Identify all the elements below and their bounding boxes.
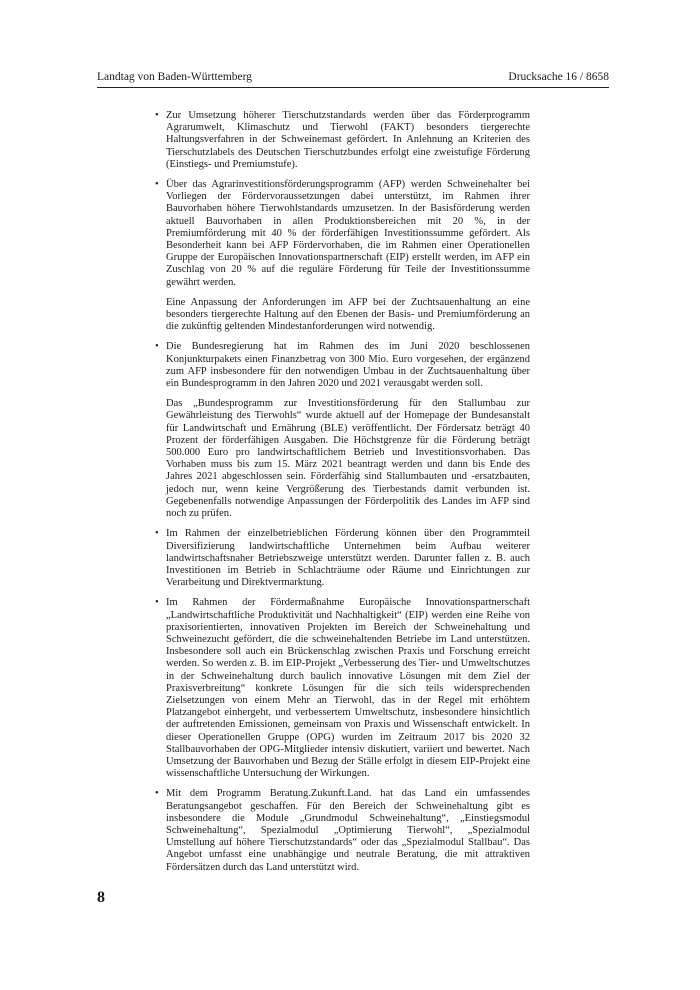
page-number: 8: [97, 889, 105, 906]
header-left-title: Landtag von Baden-Württemberg: [97, 71, 252, 83]
paragraph: Mit dem Programm Beratung.Zukunft.Land. hat das Land ein umfassendes Beratungsangebot geschaffen. Für den Bereich der Schweinehaltung gibt es insbesondere die Module „Grundmodul Schweinehaltung“, „Einstiegsmodul Schweinehaltung“, Spezialmodul „Optimierung Tierwohl“, „Spezialmodul Umstellung auf höhere Tierschutzstandards“ oder das „Spezialmodul Stallbau“. Das Angebot umfasst eine unabhängige und neutrale Beratung, die mit attraktiven Fördersätzen durch das Land unterstützt wird.: [166, 788, 530, 873]
bullet-icon: •: [155, 110, 159, 121]
paragraph: Eine Anpassung der Anforderungen im AFP bei der Zuchtsauenhaltung an eine besonders tiergerechte Haltung auf den Ebenen der Basis- und Premiumförderung an die zukünftig geltenden Mindestanforderungen wird notwendig.: [166, 296, 530, 333]
header-rule: [97, 87, 609, 88]
page-header: [97, 70, 609, 84]
paragraph: Das „Bundesprogramm zur Investitionsförderung für den Stallumbau zur Gewährleistung des Tierwohls“ wurde aktuell auf der Homepage der Bundesanstalt für Landwirtschaft und Ernährung (BLE) veröffentlicht. Der Fördersatz beträgt 40 Prozent der förderfähigen Ausgaben. Die Höchstgrenze für die Förderung beträgt 500.000 Euro pro landwirtschaftlichem Betrieb und Investitionsvorhaben. Das Vorhaben muss bis zum 15. März 2021 beantragt werden und dann bis Ende des Jahres 2021 abgeschlossen sein. Förderfähig sind Stallumbauten und -ersatzbauten, jedoch nur, wenn keine Vergrößerung des Tierbestands damit verbunden ist. Gegebenenfalls notwendige Anpassungen der Förderpolitik des Landes im AFP sind noch zu prüfen.: [166, 398, 530, 520]
list-item: [155, 597, 530, 780]
list-item: [155, 528, 530, 589]
paragraph: Im Rahmen der einzelbetrieblichen Förderung können über den Programmteil Diversifizierung landwirtschaftliche Unternehmen beim Aufbau weiterer landwirtschaftsnaher Betriebszweige unterstützt werden. Darunter fallen z. B. auch Investitionen im Betrieb in Schlachträume oder Räume und Einrichtungen zur Verarbeitung und Direktvermarktung.: [166, 528, 530, 589]
bullet-icon: •: [155, 528, 159, 540]
paragraph: Im Rahmen der Fördermaßnahme Europäische Innovationspartnerschaft „Landwirtschaftliche Produktivität und Nachhaltigkeit“ (EIP) werden eine Reihe von praxisorientierten, innovativen Projekten im Bereich der Schweinehaltung und Schweinezucht gefördert, die die schweinehaltenden Betriebe im Land unterstützen. Insbesondere soll auch ein Brückenschlag zwischen Praxis und Forschung erreicht werden. So werden z. B. im EIP-Projekt „Verbesserung des Tier- und Umweltschutzes in der Schweinehaltung durch baulich innovative Lösungen mit dem Ziel der Praxisverbreitung“ konkrete Lösungen für die sich teils widersprechenden Zielsetzungen von einem Mehr an Tierwohl, das in der Regel mit erhöhtem Platzangebot einhergeht, und verbessertem Umweltschutz, insbesondere hinsichtlich der auftretenden Emissionen, gemeinsam von Praxis und Wissenschaft entwickelt. In dieser Operationellen Gruppe (OPG) wurden im Zeitraum 2017 bis 2020 32 Stallbauvorhaben der OPG-Mitglieder intensiv diskutiert, variiert und bewertet. Nach Umsetzung der Bauvorhaben und Bezug der Ställe erfolgt in diesem EIP-Projekt eine wissenschaftliche Untersuchung der Wirkungen.: [166, 597, 530, 780]
bullet-icon: •: [155, 788, 159, 800]
list-item: [155, 179, 530, 333]
bullet-icon: •: [155, 597, 159, 609]
bullet-icon: •: [155, 341, 159, 353]
paragraph: Zur Umsetzung höherer Tierschutzstandards werden über das Förderprogramm Agrarumwelt, Klimaschutz und Tierwohl (FAKT) besonders tiergerechte Haltungsverfahren in der Schweinemast gefördert. In Anlehnung an Kriterien des Tierschutzlabels des Deutschen Tierschutzbundes erfolgt eine zweistufige Förderung (Einstiegs- und Premiumstufe).: [166, 110, 530, 170]
paragraph: Die Bundesregierung hat im Rahmen des im Juni 2020 beschlossenen Konjunkturpakets einen Finanzbetrag von 300 Mio. Euro vorgesehen, der ergänzend zum AFP insbesondere für den notwendigen Umbau in der Zuchtsauenhaltung über ein Bundesprogramm in den Jahren 2020 und 2021 verausgabt werden soll.: [166, 341, 530, 390]
list-item: [155, 788, 530, 873]
paragraph: Über das Agrarinvestitionsförderungsprogramm (AFP) werden Schweinehalter bei Vorliegen der Fördervoraussetzungen dabei unterstützt, im Rahmen ihrer Bauvorhaben höhere Tierwohlstandards umzusetzen. In der Basisförderung werden aktuell Bauvorhaben in allen Produktionsbereichen mit 20 %, in der Premiumförderung mit 40 % der förderfähigen Investitionssumme gefördert. Als Besonderheit kann bei AFP Fördervorhaben, die im Rahmen einer Operationellen Gruppe der Europäischen Innovationspartnerschaft (EIP) erstellt werden, im AFP ein Zuschlag von 20 % auf die reguläre Förderung für Teile der Investitionssumme gewährt werden.: [166, 179, 530, 288]
header-document-number: Drucksache 16 / 8658: [508, 71, 609, 83]
bullet-icon: •: [155, 179, 159, 191]
list-item: [155, 341, 530, 520]
list-item: [155, 110, 530, 171]
bullet-list: [155, 110, 530, 882]
